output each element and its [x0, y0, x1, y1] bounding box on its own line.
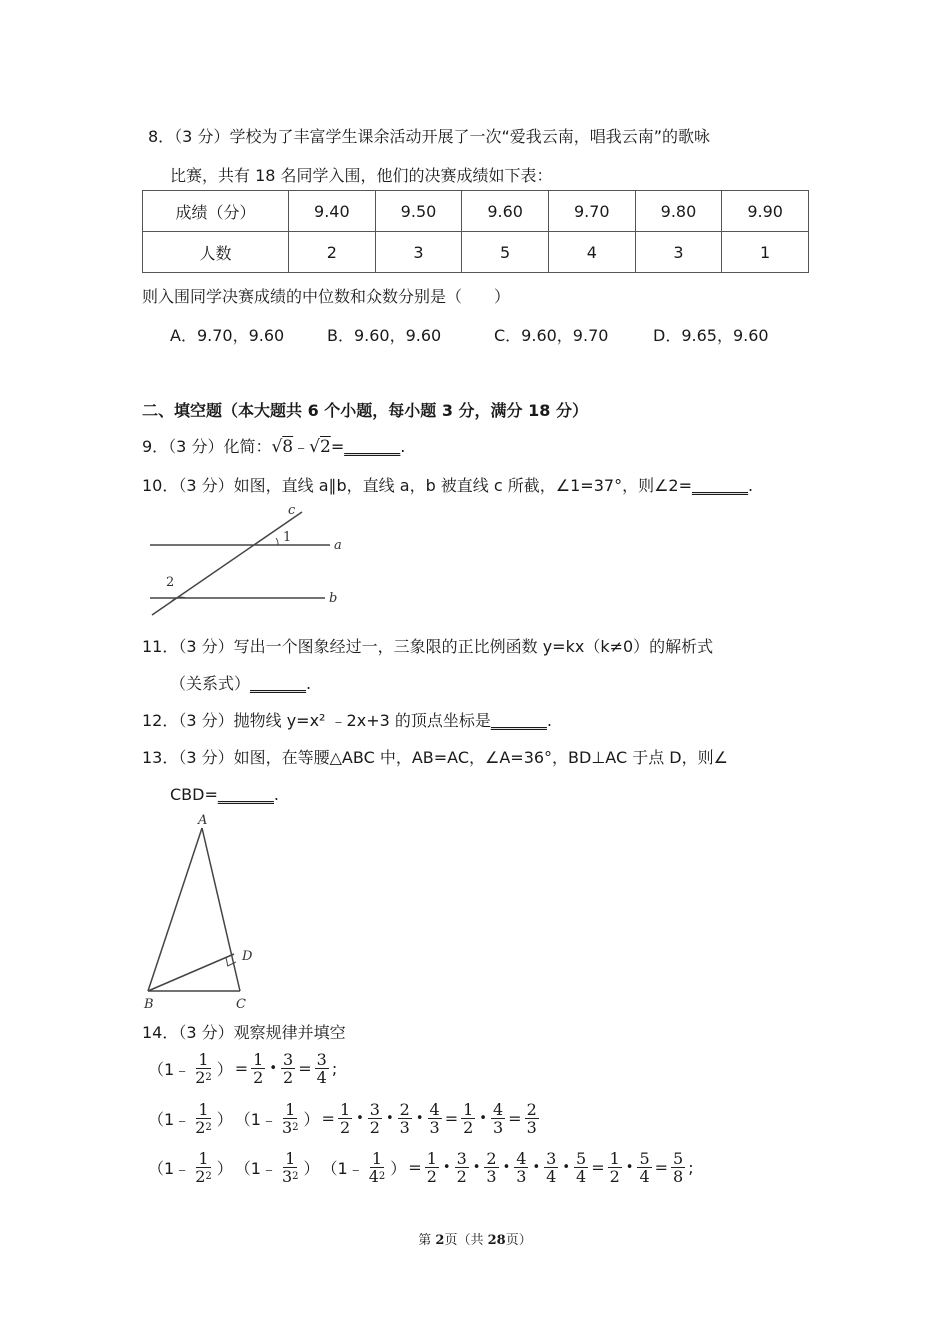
q13-line1: 13．（3 分）如图，在等腰△ABC 中，AB=AC，∠A=36°，BD⊥AC 于点 D，则∠ [142, 748, 728, 767]
score-table [142, 190, 809, 273]
q12-blank: _______ [490, 711, 547, 730]
q9-equals: = [330, 437, 345, 456]
numerator: 3 [316, 1049, 327, 1069]
q11-label: （关系式） [170, 674, 251, 693]
section-heading: 二、填空题（本大题共 6 个小题，每小题 3 分，满分 18 分） [142, 401, 588, 420]
numerator: 1 [198, 1148, 209, 1168]
exponent: 2 [205, 1170, 212, 1182]
paren-open: （1﹣ [234, 1158, 277, 1178]
numerator: 2 [399, 1099, 410, 1119]
sqrt-2: √2 [309, 437, 331, 457]
label-2: 2 [166, 575, 175, 590]
segment-BD [148, 954, 234, 991]
q13-end: . [273, 785, 279, 804]
q12-end: . [546, 711, 552, 730]
paren-close: ） [303, 1109, 320, 1129]
exponent: 2 [292, 1121, 299, 1133]
base: 3 [281, 1166, 293, 1186]
q13-label: CBD= [170, 785, 218, 804]
page-footer [0, 1229, 950, 1248]
q9 [142, 434, 405, 457]
table-cell: 2 [289, 232, 376, 273]
fraction [574, 1150, 588, 1185]
fraction [608, 1150, 622, 1185]
denominator: 4 [316, 1067, 327, 1087]
label-c: c [288, 503, 296, 518]
table-cell: 9.70 [548, 191, 635, 232]
q10-text: 10．（3 分）如图，直线 a∥b，直线 a，b 被直线 c 所截，∠1=37°，则∠2= [142, 476, 692, 495]
exponent: 2 [205, 1071, 212, 1083]
numerator: 1 [285, 1099, 296, 1119]
table-cell: 4 [548, 232, 635, 273]
q9-end: . [400, 437, 406, 456]
paren-open: （1﹣ [321, 1158, 364, 1178]
footer-pre: 第 [418, 1233, 436, 1248]
table-cell: 1 [722, 232, 809, 273]
side-AC [202, 828, 240, 991]
q10 [142, 473, 753, 496]
table-cell: 9.80 [635, 191, 722, 232]
q14-equation-3 [148, 1144, 694, 1190]
q8-option-a: A．9.70，9.60 [170, 326, 285, 345]
denominator: 3 [492, 1117, 504, 1137]
numerator: 3 [283, 1049, 294, 1069]
page-total: 28 [487, 1233, 506, 1248]
numerator: 1 [253, 1049, 264, 1069]
q8-line1: 8．（3 分）学校为了丰富学生课余活动开展了一次“爱我云南，唱我云南”的歌咏 [148, 127, 711, 146]
table-cell: 5 [462, 232, 549, 273]
radicand-2: 2 [319, 437, 331, 457]
denominator: 2 [369, 1117, 380, 1137]
denominator: 2 [463, 1117, 474, 1137]
paren-open: （1﹣ [148, 1059, 191, 1079]
table-cell: 9.90 [722, 191, 809, 232]
angle-1-arc [276, 538, 278, 545]
vertex-a: A [198, 813, 208, 828]
product-dot: • [625, 1159, 634, 1175]
numerator: 5 [576, 1148, 587, 1168]
product-dot: • [442, 1159, 451, 1175]
table-cell: 9.50 [375, 191, 462, 232]
numerator: 3 [369, 1099, 380, 1119]
table-cell: 9.40 [289, 191, 376, 232]
denominator: 3 [516, 1166, 527, 1186]
vertex-b: B [144, 997, 154, 1012]
q13-triangle-figure [140, 808, 270, 1013]
vertex-d: D [242, 949, 253, 964]
denominator [367, 1168, 388, 1185]
q10-end: . [748, 476, 754, 495]
base: 2 [195, 1166, 206, 1186]
numerator: 1 [463, 1099, 474, 1119]
denominator [280, 1168, 301, 1185]
q11-blank: _______ [250, 674, 307, 693]
denominator: 4 [546, 1166, 557, 1186]
paren-close: ） [216, 1158, 233, 1178]
fraction [281, 1051, 295, 1086]
denominator: 2 [253, 1067, 264, 1087]
equals: = [298, 1058, 312, 1078]
fraction [338, 1101, 352, 1136]
product-dot: • [562, 1159, 570, 1175]
denominator: 4 [639, 1166, 650, 1186]
table-row [143, 191, 809, 232]
numerator: 1 [285, 1148, 296, 1168]
numerator: 1 [339, 1099, 351, 1119]
exponent: 2 [205, 1121, 212, 1133]
footer-mid: 页（共 [444, 1233, 488, 1248]
paren-open: （1﹣ [148, 1109, 191, 1129]
fraction [193, 1150, 214, 1185]
equals: = [408, 1157, 422, 1177]
product-dot: • [532, 1159, 541, 1175]
footer-post: 页） [505, 1233, 532, 1248]
equals: = [234, 1058, 249, 1078]
q12 [142, 708, 552, 731]
denominator: 8 [673, 1166, 684, 1186]
equals: = [591, 1157, 605, 1177]
semicolon: ; [331, 1058, 338, 1078]
fraction [367, 1150, 388, 1185]
paren-close: ） [303, 1158, 320, 1178]
fraction [425, 1150, 439, 1185]
base: 4 [368, 1166, 379, 1186]
q8-option-d: D．9.65，9.60 [653, 326, 769, 345]
q11-end: . [306, 674, 312, 693]
q11-line1: 11．（3 分）写出一个图象经过一，三象限的正比例函数 y=kx（k≠0）的解析式 [142, 637, 714, 656]
semicolon: ; [688, 1157, 694, 1177]
fraction [484, 1150, 498, 1185]
q10-blank: _______ [692, 476, 748, 495]
page-number: 2 [435, 1233, 445, 1248]
denominator: 3 [486, 1166, 497, 1186]
q13-line2 [170, 785, 279, 804]
denominator [193, 1168, 214, 1185]
denominator: 2 [339, 1117, 351, 1137]
q8-question: 则入围同学决赛成绩的中位数和众数分别是（ ） [142, 287, 511, 306]
fraction [525, 1101, 539, 1136]
q9-minus: ﹣ [293, 437, 310, 456]
fraction [514, 1150, 528, 1185]
table-cell: 3 [635, 232, 722, 273]
denominator: 3 [399, 1117, 410, 1137]
denominator: 2 [456, 1166, 467, 1186]
fraction [368, 1101, 382, 1136]
equals: = [508, 1108, 522, 1128]
fraction [455, 1150, 469, 1185]
denominator: 3 [429, 1117, 440, 1137]
fraction [193, 1051, 214, 1086]
exponent: 2 [292, 1170, 299, 1182]
q8-option-c: C．9.60，9.70 [494, 326, 609, 345]
denominator: 3 [526, 1117, 537, 1137]
paren-close: ） [216, 1109, 233, 1129]
product-dot: • [356, 1110, 364, 1126]
q10-figure [140, 500, 360, 620]
product-dot: • [502, 1159, 511, 1175]
q9-blank: _______ [344, 437, 401, 456]
fraction [280, 1150, 301, 1185]
denominator [280, 1119, 301, 1136]
paren-open: （1﹣ [234, 1109, 277, 1129]
fraction [251, 1051, 265, 1086]
vertex-c: C [236, 997, 246, 1012]
numerator: 1 [198, 1099, 209, 1119]
sqrt-8: √8 [271, 437, 294, 457]
numerator: 2 [486, 1148, 497, 1168]
numerator: 5 [673, 1148, 684, 1168]
q14-title: 14．（3 分）观察规律并填空 [142, 1023, 346, 1042]
table-cell: 9.60 [462, 191, 549, 232]
base: 2 [195, 1117, 206, 1137]
numerator: 3 [546, 1148, 557, 1168]
equals: = [321, 1108, 335, 1128]
numerator: 2 [526, 1099, 537, 1119]
product-dot: • [479, 1110, 487, 1126]
fraction [671, 1150, 685, 1185]
q14-equation-2 [148, 1095, 540, 1141]
denominator: 2 [426, 1166, 437, 1186]
table-cell: 成绩（分） [143, 191, 289, 232]
q11-line2 [170, 671, 311, 694]
fraction [544, 1150, 558, 1185]
equals: = [654, 1157, 669, 1177]
q13-blank: _______ [217, 785, 274, 804]
fraction [398, 1101, 412, 1136]
fraction [280, 1101, 301, 1136]
base: 2 [195, 1067, 206, 1087]
table-cell: 人数 [143, 232, 289, 273]
product-dot: • [415, 1110, 424, 1126]
q8-line2: 比赛，共有 18 名同学入围，他们的决赛成绩如下表： [170, 166, 553, 185]
product-dot: • [472, 1159, 481, 1175]
radicand-8: 8 [282, 437, 294, 457]
numerator: 4 [429, 1099, 440, 1119]
paren-close: ） [390, 1158, 407, 1178]
numerator: 4 [492, 1099, 504, 1119]
table-row [143, 232, 809, 273]
label-1: 1 [283, 530, 292, 545]
side-AB [148, 828, 202, 991]
numerator: 1 [198, 1049, 209, 1069]
numerator: 1 [426, 1148, 437, 1168]
fraction [315, 1051, 329, 1086]
q14-equation-1 [148, 1045, 337, 1091]
equals: = [444, 1108, 459, 1128]
paren-open: （1﹣ [148, 1158, 191, 1178]
label-a: a [334, 538, 342, 553]
numerator: 5 [639, 1148, 650, 1168]
denominator: 4 [576, 1166, 587, 1186]
fraction [637, 1150, 651, 1185]
numerator: 3 [456, 1148, 467, 1168]
q9-prefix: 9．（3 分）化简： [142, 437, 272, 456]
product-dot: • [385, 1110, 394, 1126]
fraction [461, 1101, 475, 1136]
fraction [491, 1101, 505, 1136]
table-cell: 3 [375, 232, 462, 273]
base: 3 [281, 1117, 293, 1137]
label-b: b [329, 591, 338, 606]
numerator: 4 [516, 1148, 527, 1168]
denominator [193, 1119, 214, 1136]
fraction [193, 1101, 214, 1136]
exponent: 2 [378, 1170, 386, 1182]
denominator: 2 [609, 1166, 620, 1186]
fraction [428, 1101, 442, 1136]
denominator: 2 [283, 1067, 294, 1087]
denominator [193, 1069, 214, 1086]
product-dot: • [269, 1060, 278, 1076]
q8-option-b: B．9.60，9.60 [327, 326, 442, 345]
q12-text: 12．（3 分）抛物线 y=x² ﹣2x+3 的顶点坐标是 [142, 711, 491, 730]
paren-close: ） [216, 1059, 233, 1079]
line-c [152, 512, 302, 615]
numerator: 1 [371, 1148, 383, 1168]
numerator: 1 [609, 1148, 620, 1168]
